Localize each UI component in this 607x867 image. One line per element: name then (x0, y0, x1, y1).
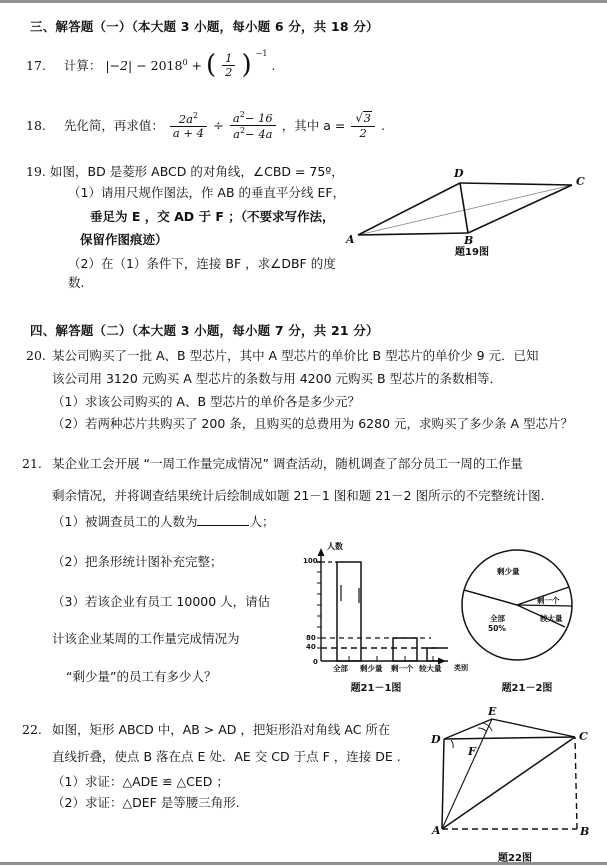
q21-line-3: （1）被调查员工的人数为 人； (52, 514, 275, 529)
q19-line-4: 保留作图痕迹） (80, 232, 168, 248)
bar-ytick-80: 80 (306, 634, 316, 642)
q19-line-1: 如图，BD 是菱形 ABCD 的对角线，∠CBD = 75º， (50, 164, 344, 179)
bar-xlabel-3: 剩一个 (391, 664, 414, 673)
question-21-parts (52, 513, 312, 687)
q17-stem: 计算： (63, 58, 102, 74)
q21-answer-blank[interactable] (197, 515, 249, 526)
q17-fraction: $\frac{1}{2}$ (222, 52, 235, 79)
question-19 (26, 163, 346, 293)
bar-xlabel-1: 全部 (333, 664, 348, 673)
bar-xlabel-4: 较大量 (419, 664, 442, 673)
q17-plus: + (191, 58, 203, 74)
q20-line-1: 某公司购买了一批 A、B 型芯片，其中 A 型芯片的单价比 B 型芯片的单价少 9 元．已知 (52, 348, 539, 363)
q22-figure-caption: 题22图 (498, 853, 532, 864)
pie-label-all: 全部 (490, 614, 505, 623)
q22-label-D: D (431, 733, 441, 746)
q22-line-3: （1）求证：△ADE ≌ △CED ； (52, 773, 229, 789)
q17-period: . (271, 58, 276, 74)
q20-number: 20. (26, 348, 46, 363)
question-21 (22, 455, 602, 506)
q21-bar-chart (303, 543, 448, 693)
q21-line-2: 剩余情况，并将调查结果统计后绘制成如题 21－1 图和题 21－2 图所示的不完整统计图. (52, 487, 545, 503)
q17-left-paren: ( (206, 50, 217, 81)
q21-line-4: （2）把条形统计图补充完整； (52, 553, 223, 569)
question-22 (22, 721, 422, 813)
q18-divide-sign: ÷ (212, 119, 224, 135)
bar-chart-xaxis-arrow-label: 类别 (454, 664, 468, 672)
bar-ytick-0: 0 (313, 658, 318, 666)
q18-fraction-2: $\frac{a^2- 16}{a^2- 4a}$ (230, 110, 276, 141)
bar-chart-ylabel: 人数 (327, 542, 343, 551)
question-20 (26, 347, 596, 434)
q17-exponent: −1 (255, 49, 268, 59)
pie-label-remain-one: 剩一个 (537, 596, 560, 605)
q19-label-D: D (454, 167, 464, 180)
q22-label-C: C (579, 730, 588, 743)
q21-line-1: 某企业工会开展 “一周工作量完成情况” 调查活动，随机调查了部分员工一周的工作量 (52, 456, 523, 471)
q21-line-7: “剩少量”的员工有多少人？ (66, 669, 217, 684)
section-three-heading: 三、解答题（一）（本大题 3 小题，每小题 6 分，共 18 分） (30, 19, 379, 34)
q20-line-4: （2）若两种芯片共购买了 200 条，且购买的总费用为 6280 元，求购买了多少条 A 型芯片？ (52, 416, 574, 432)
q19-label-C: C (576, 175, 585, 188)
pie-label-remain-small: 剩少量 (497, 567, 520, 576)
q20-line-3: （1）求该公司购买的 A、B 型芯片的单价各是多少元？ (52, 393, 361, 409)
q22-line-4: （2）求证：△DEF 是等腰三角形. (52, 795, 240, 811)
q22-label-E: E (488, 705, 497, 718)
pie-chart-caption: 题21－2图 (501, 683, 553, 694)
q19-line-2: （1）请用尺规作图法，作 AB 的垂直平分线 EF， (68, 184, 346, 200)
q18-number: 18. (26, 118, 46, 134)
section-four-heading: 四、解答题（二）（本大题 3 小题，每小题 7 分，共 21 分） (30, 323, 379, 338)
pie-label-all-percent: 50% (488, 624, 506, 633)
q22-label-F: F (468, 745, 476, 758)
q22-folded-rect-svg (420, 709, 605, 849)
q21-line-5: （3）若该企业有员工 10000 人，请估 (52, 593, 271, 609)
q18-fraction-1: $\frac{2a^2}{a + 4}$ (170, 111, 207, 140)
q22-line-2: 直线折叠，使点 B 落在点 E 处．AE 交 CD 于点 F ，连接 DE . (52, 748, 401, 764)
q19-number: 19. (26, 164, 46, 179)
q21-pie-chart (452, 543, 602, 693)
q17-number: 17. (26, 58, 46, 74)
sqrt-icon: √3 (355, 111, 371, 126)
q17-right-paren: ) (241, 50, 252, 81)
q21-line-6: 计该企业某周的工作量完成情况为 (52, 631, 240, 647)
q19-figure (340, 163, 595, 268)
q18-stem: 先化简，再求值： (63, 118, 164, 134)
q19-label-B: B (464, 234, 474, 247)
bar-chart-caption: 题21－1图 (350, 683, 402, 694)
q22-label-B: B (580, 825, 590, 838)
q19-line-3: 垂足为 E ，交 AD 于 F ；（不要求写作法， (90, 208, 335, 224)
pie-label-remain-large: 较大量 (540, 614, 563, 623)
q22-label-A: A (432, 824, 441, 837)
pie-chart-svg (452, 543, 602, 671)
q22-figure (420, 705, 605, 867)
q22-number: 22. (22, 722, 42, 737)
q19-label-A: A (346, 233, 355, 246)
bar-ytick-40: 40 (306, 643, 316, 651)
q21-number: 21. (22, 456, 42, 471)
q19-figure-caption: 题19图 (455, 247, 489, 258)
question-18 (26, 111, 456, 142)
bar-xlabel-2: 剩少量 (360, 664, 383, 673)
q18-where: ，其中 a = (281, 118, 346, 134)
q17-abs-term: |−2| (105, 58, 133, 74)
q20-line-2: 该公司用 3120 元购买 A 型芯片的条数与用 4200 元购买 B 型芯片的条数相等． (52, 370, 503, 386)
q19-line-5: （2）在（1）条件下，连接 BF ，求∠DBF 的度数. (68, 256, 336, 290)
question-17 (26, 49, 446, 81)
q17-minus-2018: − $2018^0$ (136, 58, 188, 74)
q22-line-1: 如图，矩形 ABCD 中，AB > AD ，把矩形沿对角线 AC 所在 (52, 722, 391, 737)
bar-chart-svg (303, 543, 448, 671)
q18-period: . (380, 118, 385, 134)
bar-ytick-100: 100 (303, 557, 318, 565)
q18-value-fraction: $\frac{√3}{2}$ (351, 111, 375, 139)
